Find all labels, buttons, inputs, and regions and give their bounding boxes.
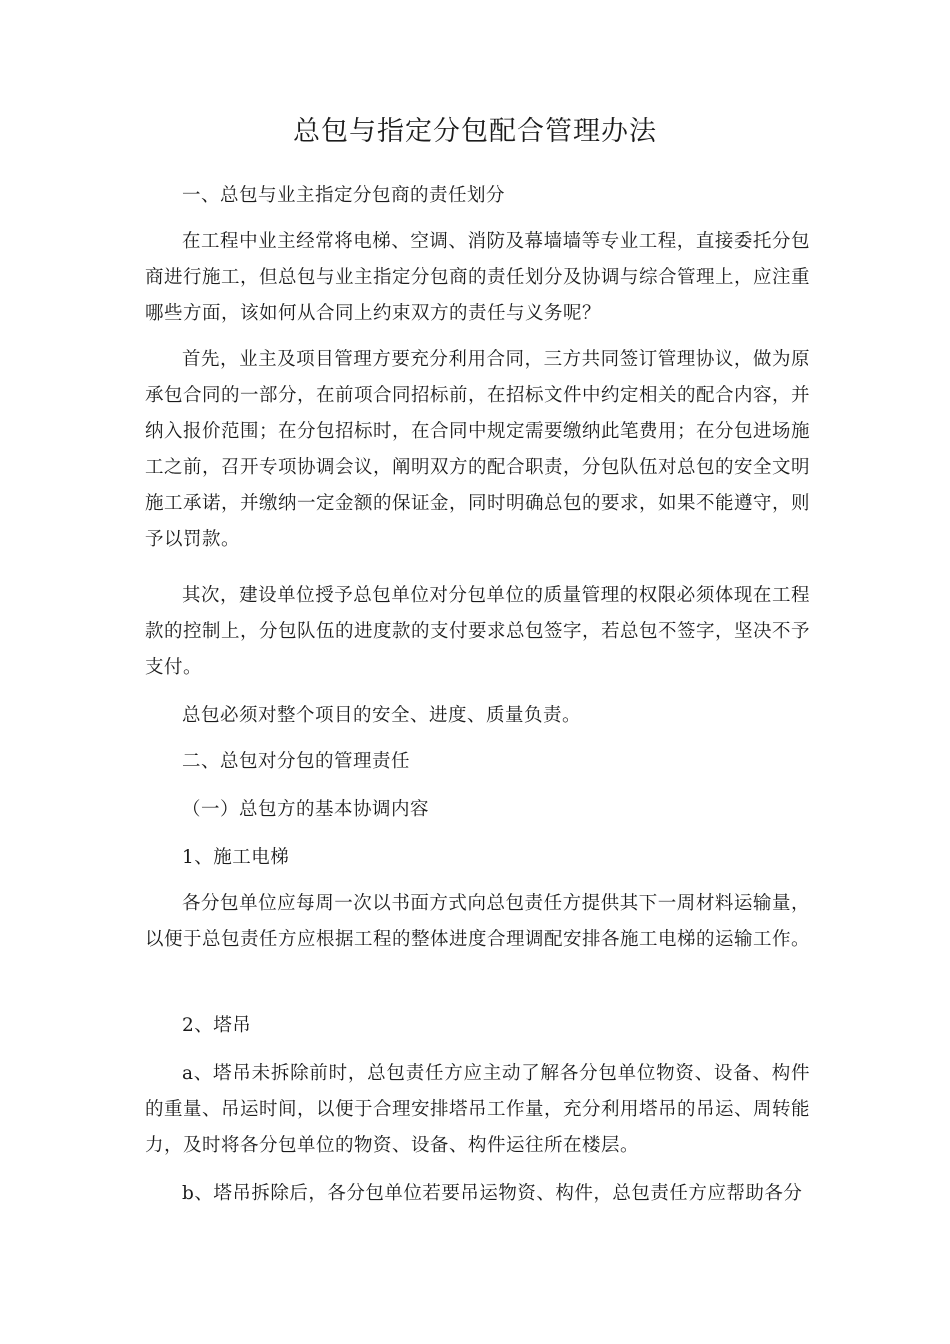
section-heading-1: 一、总包与业主指定分包商的责任划分 (182, 185, 506, 206)
item-heading-crane: 2、塔吊 (182, 1015, 252, 1036)
paragraph-first: 首先，业主及项目管理方要充分利用合同，三方共同签订管理协议，做为原承包合同的一部分，在前项合同招标前，在招标文件中约定相关的配合内容，并纳入报价范围；在分包招标时，在合同中规定需要缴纳此笔费用；在分包进场施工之前，召开专项协调会议，阐明双方的配合职责，分包队伍对总包的安全文明施工承诺，并缴纳一定金额的保证金，同时明确总包的要求，如果不能遵守，则予以罚款。 (145, 349, 811, 550)
item-heading-elevator: 1、施工电梯 (182, 847, 290, 868)
paragraph-crane-a: a、塔吊未拆除前时，总包责任方应主动了解各分包单位物资、设备、构件的重量、吊运时间，以便于合理安排塔吊工作量，充分利用塔吊的吊运、周转能力，及时将各分包单位的物资、设备、构件运往所在楼层。 (145, 1063, 811, 1156)
paragraph-intro: 在工程中业主经常将电梯、空调、消防及幕墙墙等专业工程，直接委托分包商进行施工，但总包与业主指定分包商的责任划分及协调与综合管理上，应注重哪些方面，该如何从合同上约束双方的责任与义务呢？ (145, 231, 811, 324)
subsection-heading-1: （一）总包方的基本协调内容 (182, 799, 430, 820)
paragraph-elevator: 各分包单位应每周一次以书面方式向总包责任方提供其下一周材料运输量，以便于总包责任方应根据工程的整体进度合理调配安排各施工电梯的运输工作。 (145, 893, 811, 950)
section-heading-2: 二、总包对分包的管理责任 (182, 751, 411, 772)
paragraph-second: 其次，建设单位授予总包单位对分包单位的质量管理的权限必须体现在工程款的控制上，分包队伍的进度款的支付要求总包签字，若总包不签字，坚决不予支付。 (145, 585, 811, 678)
paragraph-responsibility: 总包必须对整个项目的安全、进度、质量负责。 (182, 705, 582, 726)
paragraph-crane-b: b、塔吊拆除后，各分包单位若要吊运物资、构件，总包责任方应帮助各分 (182, 1183, 803, 1204)
document-title: 总包与指定分包配合管理办法 (293, 116, 657, 147)
